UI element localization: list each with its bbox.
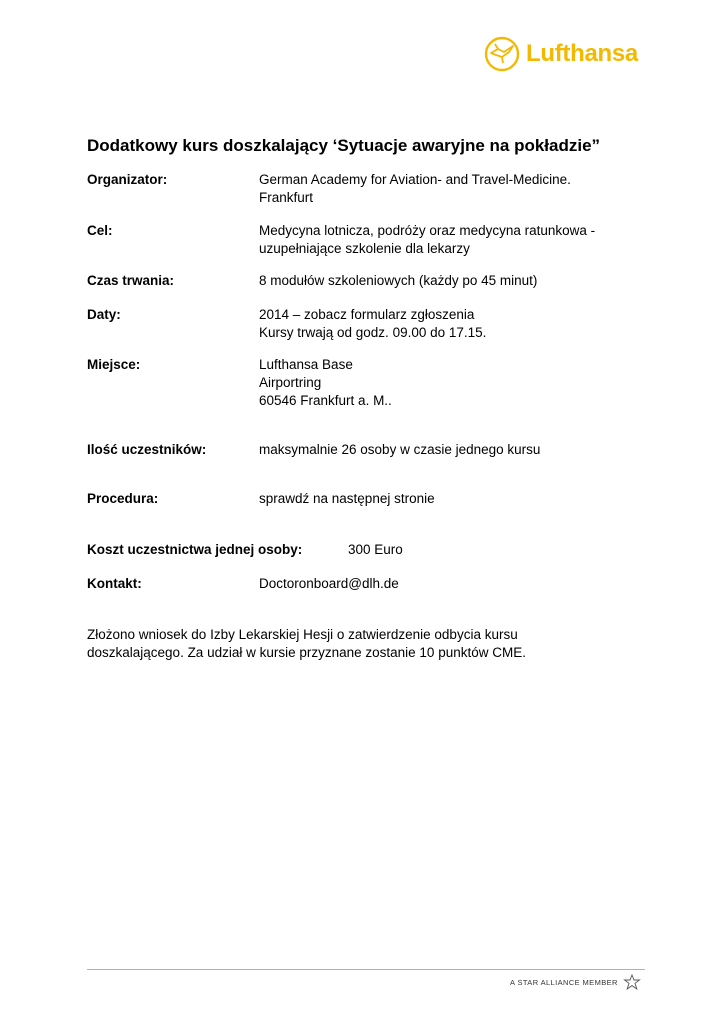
field-label: Ilość uczestników: — [87, 442, 207, 457]
accreditation-note — [87, 626, 647, 662]
value-line: 2014 – zobacz formularz zgłoszenia — [259, 307, 475, 322]
note-line: doszkalającego. Za udział w kursie przyznane zostanie 10 punktów CME. — [87, 645, 526, 660]
star-alliance-icon — [623, 974, 641, 990]
page-title: Dodatkowy kurs doszkalający ‘Sytuacje awaryjne na pokładzie” — [87, 136, 601, 155]
value-line: 60546 Frankfurt a. M.. — [259, 393, 392, 408]
note-line: Złożono wniosek do Izby Lekarskiej Hesji o zatwierdzenie odbycia kursu — [87, 627, 518, 642]
value-line: maksymalnie 26 osoby w czasie jednego kursu — [259, 442, 541, 457]
field-value — [259, 272, 537, 290]
contact-email: Doctoronboard@dlh.de — [259, 576, 399, 591]
value-line: Medycyna lotnicza, podróży oraz medycyna ratunkowa - — [259, 223, 596, 238]
field-label: Organizator: — [87, 172, 168, 187]
footer-divider — [87, 969, 645, 970]
value-line: uzupełniające szkolenie dla lekarzy — [259, 241, 470, 256]
value-line: Lufthansa Base — [259, 357, 353, 372]
field-value — [259, 306, 486, 342]
value-line: sprawdź na następnej stronie — [259, 491, 435, 506]
field-label: Cel: — [87, 223, 113, 238]
field-label: Daty: — [87, 307, 121, 322]
field-label: Kontakt: — [87, 576, 142, 591]
value-line: Frankfurt — [259, 190, 314, 205]
field-value — [259, 222, 595, 258]
field-label: Koszt uczestnictwa jednej osoby: — [87, 542, 303, 557]
footer-text: A STAR ALLIANCE MEMBER — [510, 977, 618, 987]
field-value — [259, 441, 540, 459]
field-cost — [87, 541, 403, 559]
field-value — [259, 575, 399, 593]
field-value: 300 Euro — [348, 542, 403, 557]
field-value — [259, 356, 392, 410]
field-label: Procedura: — [87, 491, 159, 506]
value-line: Airportring — [259, 375, 322, 390]
footer — [510, 974, 641, 990]
logo-text: Lufthansa — [526, 40, 638, 67]
value-line: Kursy trwają od godz. 09.00 do 17.15. — [259, 325, 487, 340]
field-value — [259, 171, 571, 207]
crane-icon — [484, 36, 520, 72]
value-line: 8 modułów szkoleniowych (każdy po 45 minut) — [259, 273, 538, 288]
field-label: Miejsce: — [87, 357, 141, 372]
lufthansa-logo — [484, 36, 638, 72]
field-label: Czas trwania: — [87, 273, 175, 288]
value-line: German Academy for Aviation- and Travel-Medicine. — [259, 172, 571, 187]
field-value — [259, 490, 435, 508]
